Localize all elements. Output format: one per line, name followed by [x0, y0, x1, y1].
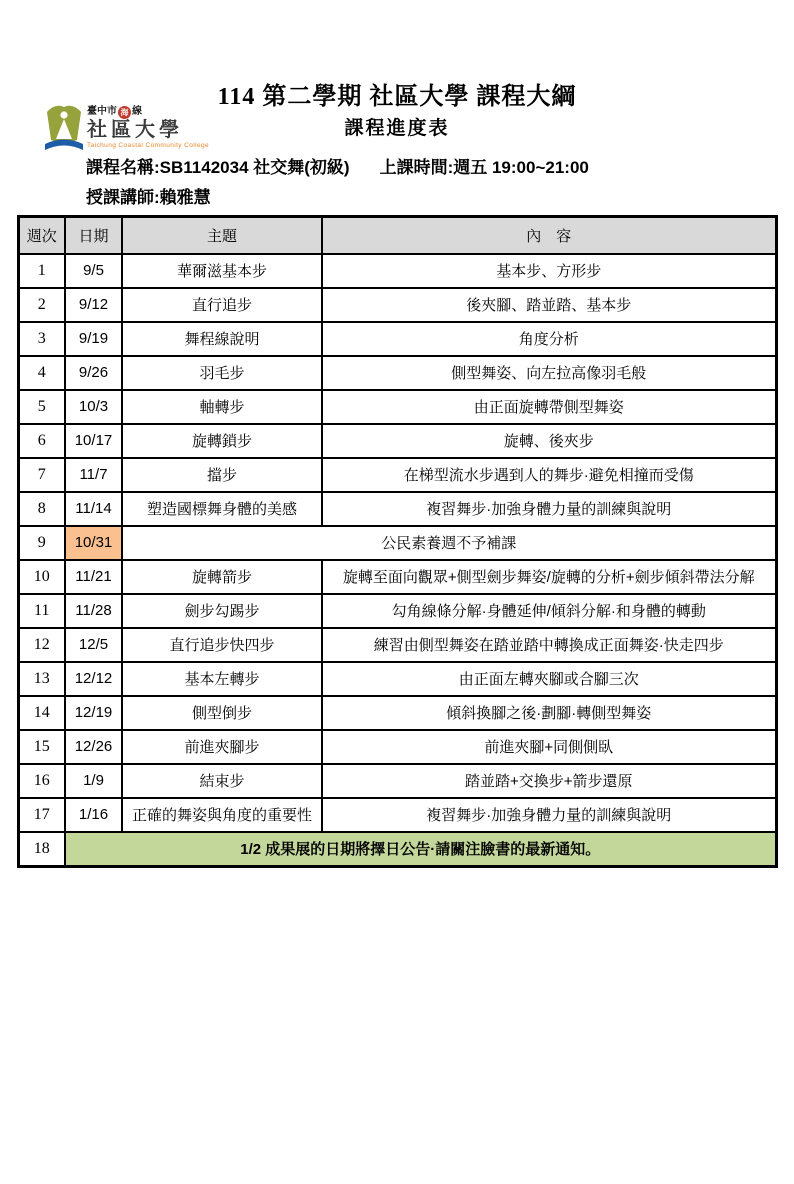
table-row — [18, 832, 776, 867]
table-row — [18, 628, 776, 662]
week-cell: 14 — [18, 696, 65, 730]
topic-cell: 前進夾腳步 — [122, 730, 322, 764]
date-cell: 10/31 — [65, 526, 122, 560]
date-cell: 10/17 — [65, 424, 122, 458]
topic-cell: 塑造國標舞身體的美感 — [122, 492, 322, 526]
date-cell: 1/9 — [65, 764, 122, 798]
week-cell: 5 — [18, 390, 65, 424]
week-cell: 3 — [18, 322, 65, 356]
date-cell: 9/19 — [65, 322, 122, 356]
topic-cell: 正確的舞姿與角度的重要性 — [122, 798, 322, 832]
course-info — [86, 153, 794, 211]
table-row — [18, 288, 776, 322]
schedule-table — [17, 215, 778, 868]
logo-school-name: 社區大學 — [87, 119, 183, 141]
week-cell: 4 — [18, 356, 65, 390]
content-cell: 複習舞步·加強身體力量的訓練與說明 — [322, 798, 776, 832]
date-cell: 12/26 — [65, 730, 122, 764]
column-header-content: 內 容 — [322, 216, 776, 254]
class-time-label: 上課時間: — [379, 158, 454, 178]
content-cell: 旋轉至面向觀眾+側型劍步舞姿/旋轉的分析+劍步傾斜帶法分解 — [322, 560, 776, 594]
date-cell: 11/21 — [65, 560, 122, 594]
class-time-value: 週五 19:00~21:00 — [453, 158, 589, 178]
table-row — [18, 390, 776, 424]
week-cell: 9 — [18, 526, 65, 560]
content-cell: 在梯型流水步遇到人的舞步·避免相撞而受傷 — [322, 458, 776, 492]
logo-line-suffix: 線 — [132, 106, 142, 118]
course-name-label: 課程名稱: — [86, 158, 160, 178]
table-row — [18, 458, 776, 492]
topic-cell: 直行追步快四步 — [122, 628, 322, 662]
content-cell: 旋轉、後夾步 — [322, 424, 776, 458]
date-cell: 12/5 — [65, 628, 122, 662]
notice-cell: 1/2 成果展的日期將擇日公告·請關注臉書的最新通知。 — [65, 832, 776, 867]
logo-text — [87, 100, 209, 150]
instructor-value: 賴雅慧 — [159, 187, 211, 207]
topic-cell: 華爾滋基本步 — [122, 254, 322, 288]
content-cell: 踏並踏+交換步+箭步還原 — [322, 764, 776, 798]
course-info-line2 — [86, 183, 794, 212]
content-cell: 基本步、方形步 — [322, 254, 776, 288]
week-cell: 11 — [18, 594, 65, 628]
content-cell: 複習舞步·加強身體力量的訓練與說明 — [322, 492, 776, 526]
logo-seal-icon: 海 — [118, 106, 131, 119]
column-header-topic: 主題 — [122, 216, 322, 254]
date-cell: 1/16 — [65, 798, 122, 832]
topic-cell: 基本左轉步 — [122, 662, 322, 696]
topic-cell: 側型倒步 — [122, 696, 322, 730]
week-cell: 12 — [18, 628, 65, 662]
instructor-label: 授課講師: — [86, 187, 160, 207]
date-cell: 9/5 — [65, 254, 122, 288]
content-cell: 角度分析 — [322, 322, 776, 356]
date-cell: 9/12 — [65, 288, 122, 322]
topic-cell: 直行追步 — [122, 288, 322, 322]
page-subtitle: 課程進度表 — [344, 118, 450, 140]
logo-region-line — [87, 106, 209, 119]
week-cell: 15 — [18, 730, 65, 764]
topic-cell: 結束步 — [122, 764, 322, 798]
content-cell: 後夾腳、踏並踏、基本步 — [322, 288, 776, 322]
column-header-date: 日期 — [65, 216, 122, 254]
content-cell: 傾斜換腳之後·劃腳·轉側型舞姿 — [322, 696, 776, 730]
table-row — [18, 662, 776, 696]
topic-cell: 劍步勾踢步 — [122, 594, 322, 628]
table-row — [18, 322, 776, 356]
date-cell: 12/12 — [65, 662, 122, 696]
date-cell: 10/3 — [65, 390, 122, 424]
logo-book-icon — [44, 100, 84, 156]
topic-cell: 軸轉步 — [122, 390, 322, 424]
table-row — [18, 764, 776, 798]
week-cell: 10 — [18, 560, 65, 594]
content-cell: 勾角線條分解·身體延伸/傾斜分解·和身體的轉動 — [322, 594, 776, 628]
school-logo — [44, 100, 209, 156]
page-title: 114 第二學期 社區大學 課程大綱 — [217, 84, 577, 110]
logo-city: 臺中市 — [87, 106, 117, 118]
week-cell: 1 — [18, 254, 65, 288]
schedule-table-body — [18, 254, 776, 867]
table-row — [18, 730, 776, 764]
content-cell: 前進夾腳+同側側臥 — [322, 730, 776, 764]
week-cell: 6 — [18, 424, 65, 458]
table-row — [18, 798, 776, 832]
week-cell: 7 — [18, 458, 65, 492]
column-header-week: 週次 — [18, 216, 65, 254]
logo-english-name: Taichung Coastal Community College — [87, 142, 209, 149]
week-cell: 2 — [18, 288, 65, 322]
table-row — [18, 594, 776, 628]
week-cell: 18 — [18, 832, 65, 867]
week-cell: 13 — [18, 662, 65, 696]
table-row — [18, 560, 776, 594]
course-name-value: SB1142034 社交舞(初級) — [159, 158, 350, 178]
date-cell: 9/26 — [65, 356, 122, 390]
table-header-row — [18, 216, 776, 254]
topic-cell: 擋步 — [122, 458, 322, 492]
table-row — [18, 424, 776, 458]
content-cell: 由正面左轉夾腳或合腳三次 — [322, 662, 776, 696]
week-cell: 16 — [18, 764, 65, 798]
content-cell: 側型舞姿、向左拉高像羽毛般 — [322, 356, 776, 390]
topic-cell: 舞程線說明 — [122, 322, 322, 356]
date-cell: 11/28 — [65, 594, 122, 628]
date-cell: 11/14 — [65, 492, 122, 526]
table-row — [18, 696, 776, 730]
date-cell: 12/19 — [65, 696, 122, 730]
week-cell: 17 — [18, 798, 65, 832]
topic-cell: 旋轉箭步 — [122, 560, 322, 594]
course-info-line1 — [86, 153, 794, 182]
content-cell: 由正面旋轉帶側型舞姿 — [322, 390, 776, 424]
date-cell: 11/7 — [65, 458, 122, 492]
table-row — [18, 526, 776, 560]
merged-content-cell: 公民素養週不予補課 — [122, 526, 776, 560]
topic-cell: 羽毛步 — [122, 356, 322, 390]
topic-cell: 旋轉鎖步 — [122, 424, 322, 458]
table-row — [18, 254, 776, 288]
week-cell: 8 — [18, 492, 65, 526]
table-row — [18, 492, 776, 526]
table-row — [18, 356, 776, 390]
content-cell: 練習由側型舞姿在踏並踏中轉換成正面舞姿·快走四步 — [322, 628, 776, 662]
